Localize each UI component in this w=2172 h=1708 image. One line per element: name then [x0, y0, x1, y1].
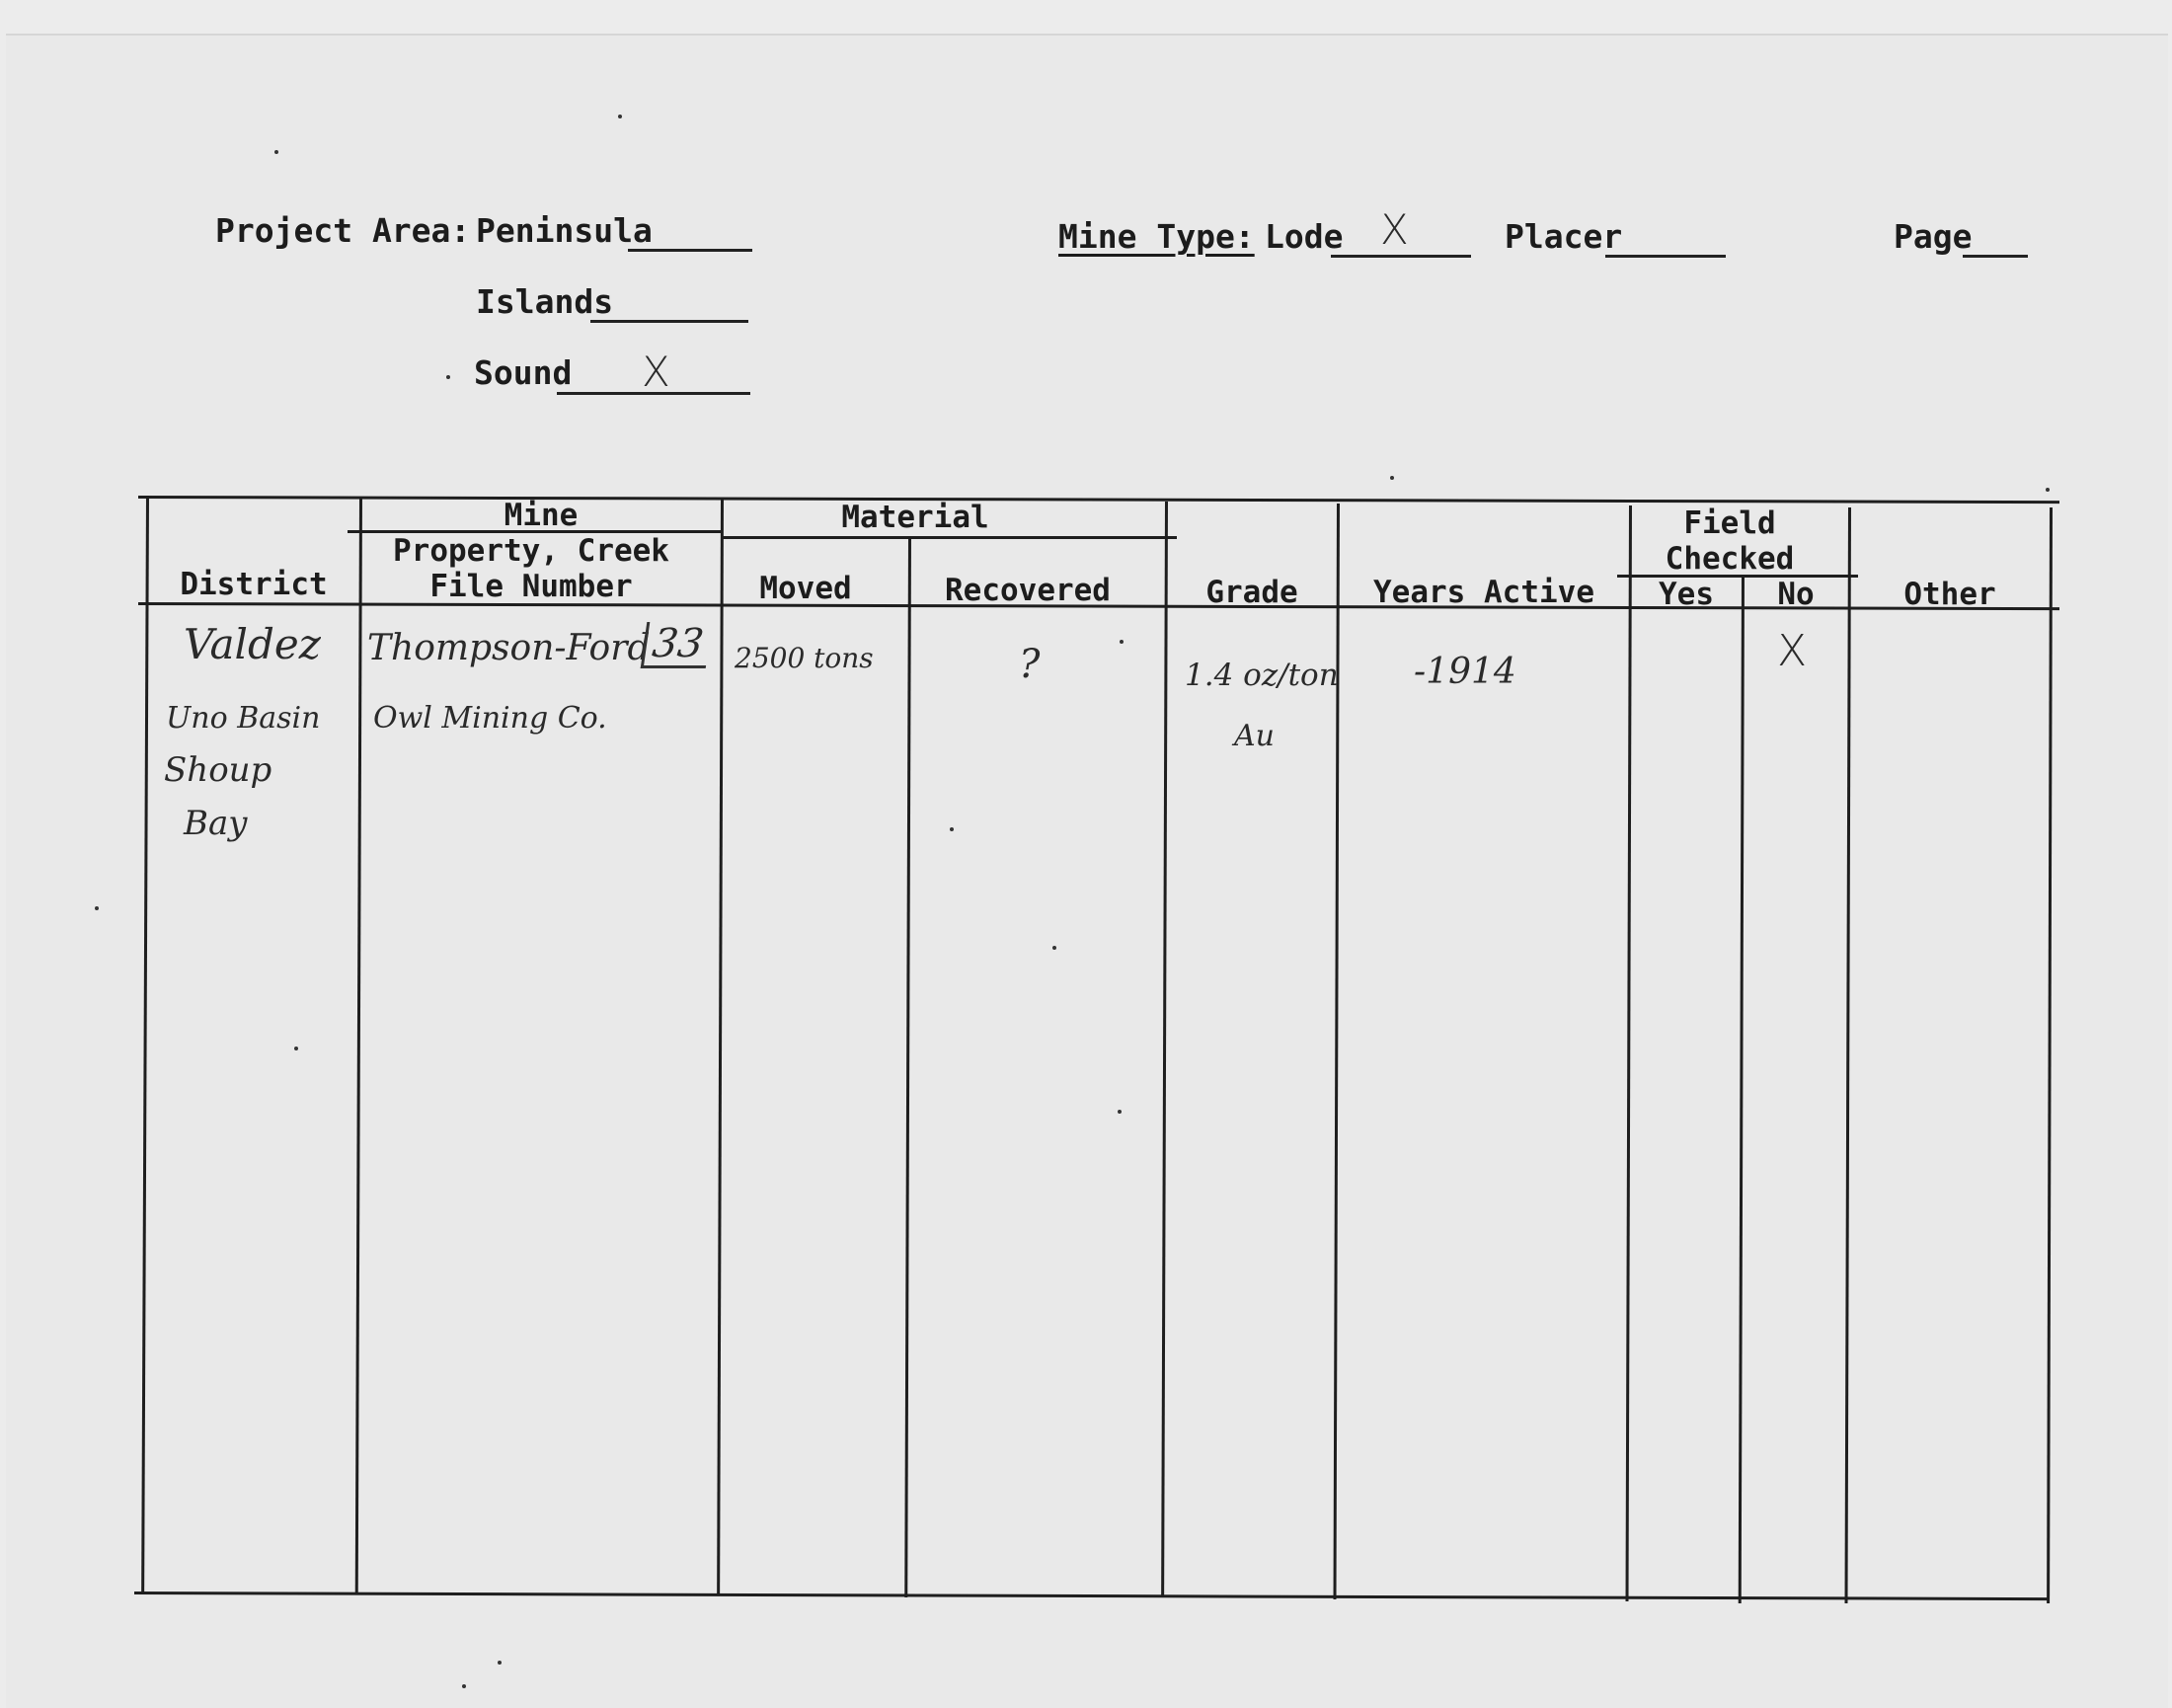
property-value-1: Thompson-Ford — [367, 628, 651, 668]
district-value-3: Shoup — [164, 750, 272, 790]
header-moved: Moved — [759, 571, 852, 606]
field-checked-no-mark: X — [1777, 626, 1808, 676]
islands-blank — [590, 320, 748, 323]
recovered-value: ? — [1019, 642, 1041, 687]
header-grade: Grade — [1205, 575, 1298, 610]
header-file-number: File Number — [429, 569, 633, 604]
page-label: Page — [1894, 217, 1973, 256]
grade-value-2: Au — [1234, 719, 1275, 753]
district-value-2: Uno Basin — [166, 701, 321, 736]
lode-label: Lode — [1265, 217, 1344, 256]
scan-speck — [618, 115, 622, 118]
sound-check-mark: X — [642, 348, 670, 396]
placer-blank — [1605, 255, 1726, 258]
scan-speck — [498, 1661, 502, 1665]
header-years-active: Years Active — [1373, 575, 1594, 610]
header-other: Other — [1903, 577, 1996, 612]
material-group-rule — [721, 536, 1177, 539]
grade-value-1: 1.4 oz/ton — [1185, 658, 1339, 693]
project-area-label: Project Area: — [215, 211, 471, 250]
scan-speck — [274, 150, 278, 154]
header-no: No — [1777, 577, 1815, 612]
lode-blank — [1331, 255, 1471, 258]
header-checked: Checked — [1665, 541, 1795, 577]
scan-speck — [2046, 488, 2050, 492]
lode-check-mark: X — [1380, 205, 1409, 254]
islands-label: Islands — [476, 282, 614, 321]
scan-speck — [1118, 1110, 1122, 1114]
form-sheet — [6, 34, 2168, 1708]
header-mine-group: Mine — [504, 498, 579, 533]
peninsula-blank — [628, 249, 752, 252]
moved-value: 2500 tons — [735, 642, 874, 674]
scan-speck — [950, 827, 954, 831]
years-active-value: -1914 — [1414, 652, 1516, 692]
header-district: District — [180, 567, 328, 602]
header-property-creek: Property, Creek — [393, 533, 669, 569]
header-material-group: Material — [841, 500, 989, 535]
property-value-2: Owl Mining Co. — [373, 701, 607, 736]
header-yes: Yes — [1659, 577, 1714, 612]
placer-label: Placer — [1505, 217, 1623, 256]
header-recovered: Recovered — [945, 573, 1111, 608]
scan-speck — [1120, 640, 1124, 644]
scan-speck — [95, 906, 99, 910]
scan-speck — [462, 1684, 466, 1688]
page-blank — [1963, 255, 2028, 258]
sound-label: Sound — [474, 353, 573, 392]
file-number-value: 33 — [641, 622, 713, 668]
header-field: Field — [1683, 505, 1776, 541]
district-value-1: Valdez — [184, 620, 321, 668]
peninsula-label: Peninsula — [476, 211, 653, 250]
scan-speck — [294, 1047, 298, 1050]
scan-speck — [1052, 946, 1056, 950]
mine-type-label: Mine Type: — [1058, 217, 1255, 256]
district-value-4: Bay — [184, 804, 248, 843]
scan-speck — [446, 375, 450, 379]
scan-speck — [1390, 476, 1394, 480]
